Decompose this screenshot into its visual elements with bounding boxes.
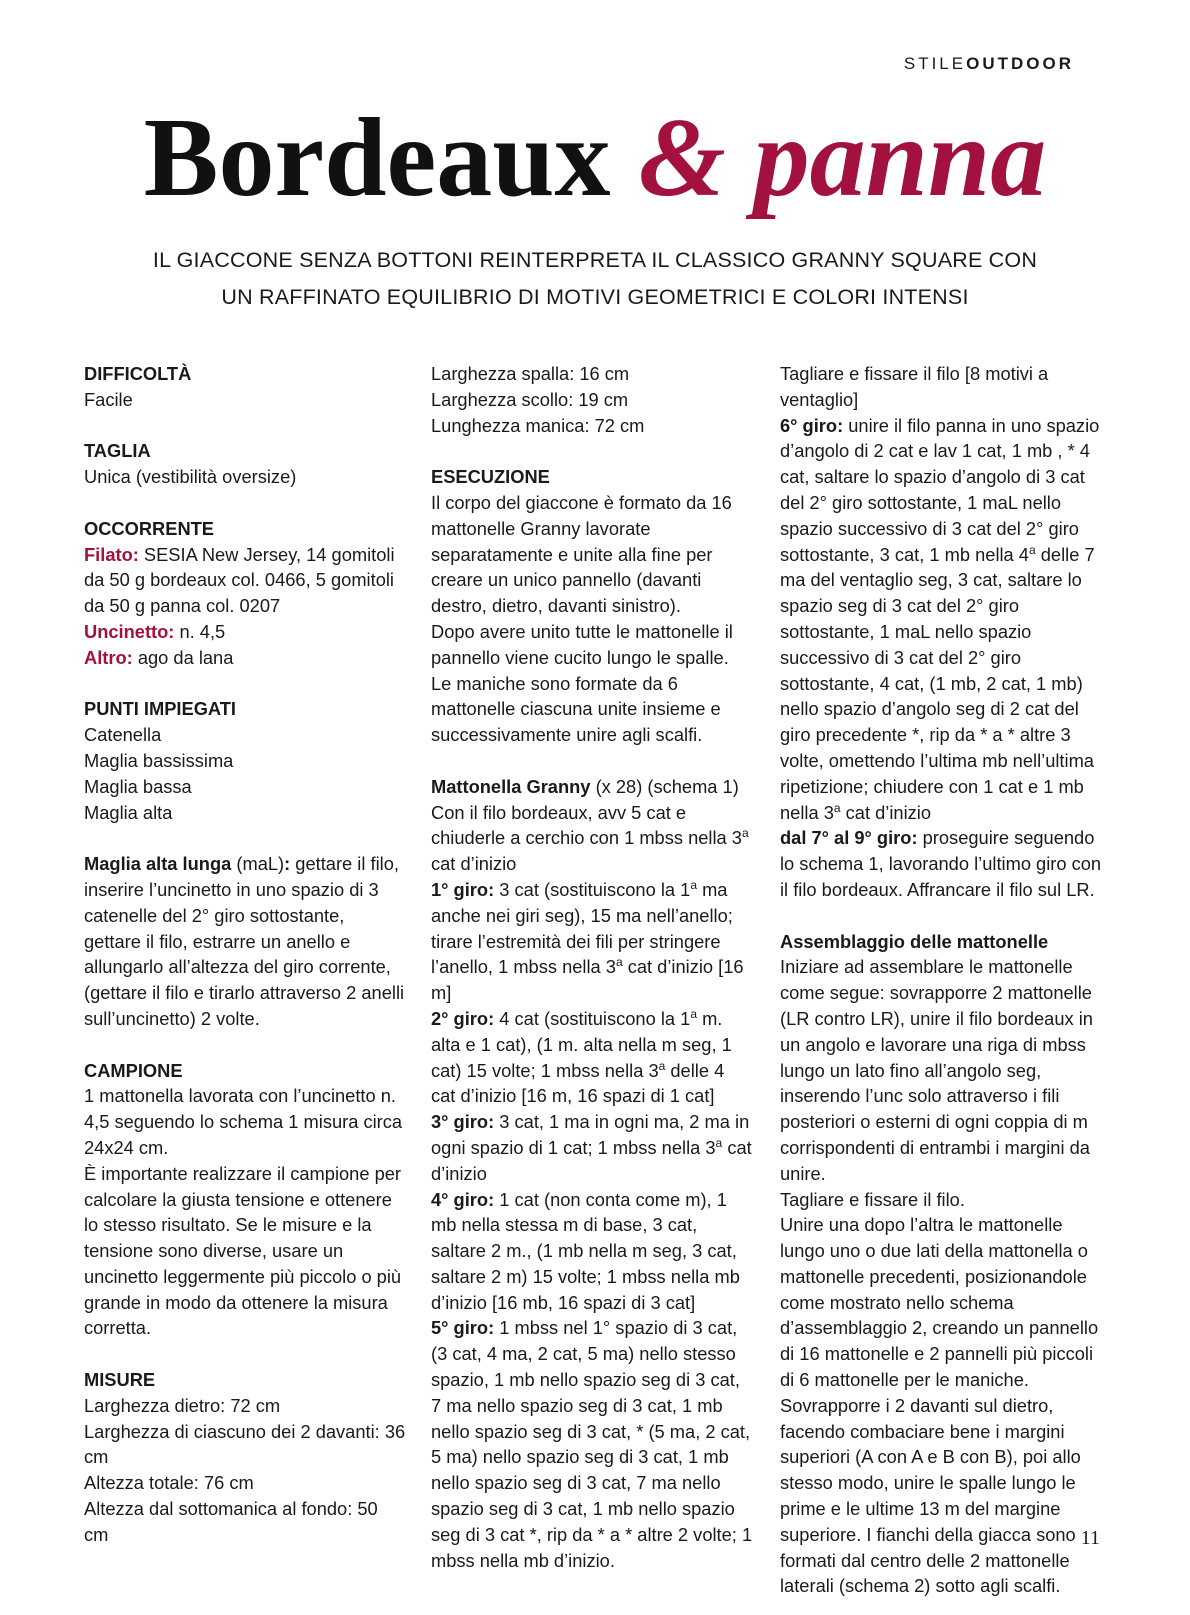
execution-text-3: Le maniche sono formate da 6 mattonelle ciascuna unite insieme e successivamente unire agli scalfi. [431,672,721,746]
column-3 [780,361,1102,1599]
stitch-item: Catenella [84,724,162,746]
page-title [0,88,1190,228]
granny-title: Mattonella Granny [431,775,591,797]
stitch-item: Maglia bassissima [84,749,234,771]
measure-item: Larghezza spalla: 16 cm [431,363,630,384]
assembly-text-3: Unire una dopo l’altra le mattonelle lungo uno o due lati della mattonella o mattonelle precedenti, posizionandole come mostrato nello schema d’assemblaggio 2, creando un pannello di 16 mattonelle e 2 pannelli più piccoli di 6 mattonelle per le maniche. Sovrapporre i 2 davanti sul dietro, facendo combaciare bene i margini superiori (A con A e B con B), poi allo stesso modo, unire le spalle lungo le prime e le ultime 13 m del margine superiore. I fianchi della giacca sono formati dal centro delle 2 mattonelle laterali (schema 2) sotto agli scalfi. [780,1214,1099,1597]
materials-heading: OCCORRENTE [84,517,215,539]
yarn-paragraph [84,542,406,619]
assembly-text-2: Tagliare e fissare il filo. [780,1188,965,1210]
section-tag [904,54,1074,74]
section-tag-a: STILE [903,54,967,73]
long-dc-abbr: (maL) [231,853,285,875]
long-dc-paragraph [84,851,406,1032]
hook-label: Uncinetto: [84,620,175,642]
other-value: ago da lana [132,646,234,668]
difficulty-heading: DIFFICOLTÀ [84,363,192,384]
other-label: Altro: [84,646,133,668]
section-tag-b: OUTDOOR [966,54,1074,73]
round-1: 1° giro: 3 cat (sostituiscono la 1$^a$ ma anche nei giri seg), 15 ma nell’anello; tirare l’estremità dei fili per stringere l’anello, 1 mbss nella 3$^a$ cat d’inizio [16 m] [431,877,744,1004]
measure-item: Lunghezza manica: 72 cm [431,414,645,436]
stitch-item: Maglia alta [84,801,173,823]
execution-text-2: Dopo avere unito tutte le mattonelle il pannello viene cucito lungo le spalle. [431,620,733,668]
round-3-label: 3° giro: [431,1111,495,1133]
stitch-item: Maglia bassa [84,775,192,797]
title-main: Bordeaux [143,96,611,220]
execution-heading: ESECUZIONE [431,466,550,488]
other-paragraph [84,645,406,671]
title-accent: & panna [638,96,1047,220]
measure-item: Larghezza di ciascuno dei 2 davanti: 36 cm [84,1420,406,1468]
execution-text-1: Il corpo del giaccone è formato da 16 mattonelle Granny lavorate separatamente e unite alla fine per creare un unico pannello (davanti destro, dietro, davanti sinistro). [431,491,732,617]
round-3: 3° giro: 3 cat, 1 ma in ogni ma, 2 ma in ogni spazio di 1 cat; 1 mbss nella 3$^a$ cat d’inizio [431,1111,752,1184]
round-6: 6° giro: unire il filo panna in uno spazio d’angolo di 2 cat e lav 1 cat, 1 mb , * 4 cat, saltare lo spazio d’angolo di 3 cat del 2° giro sottostante, 1 maL nello spazio successivo di 3 cat del 2° giro sottostante, 3 cat, 1 mb nella 4$^a$ delle 7 ma del ventaglio seg, 3 cat, saltare lo spazio seg di 3 cat del 2° giro sottostante, 1 maL nello spazio successivo di 3 cat del 2° giro sottostante, 4 cat, (1 mb, 2 cat, 1 mb) nello spazio d’angolo seg di 2 cat del giro precedente *, rip da * a * altre 3 volte, omettendo l’ultima mb nell’ultima ripetizione; chiudere con 1 cat e 1 mb nella 3$^a$ cat d’inizio [780,414,1100,823]
hook-value: n. 4,5 [174,620,226,642]
column-2 [431,361,753,1573]
round-5: 5° giro: 1 mbss nel 1° spazio di 3 cat, (3 cat, 4 ma, 2 cat, 5 ma) nello stesso spazio, 1 mb nello spazio seg di 3 cat, 7 ma nello spazio seg di 3 cat, 1 mb nello spazio seg di 3 cat, * (5 ma, 2 cat, 5 ma) nello spazio seg di 3 cat, 1 mb nello spazio seg di 3 cat, 7 ma nello spazio seg di 3 cat, 1 mb nello spazio seg di 3 cat *, rip da * a * altre 2 volte; 1 mbss nella mb d’inizio. [431,1317,753,1571]
round-4: 4° giro: 1 cat (non conta come m), 1 mb nella stessa m di base, 3 cat, saltare 2 m., (1 mb nella m seg, 3 cat, saltare 2 m) 15 volte; 1 mbss nella mb d’inizio [16 mb, 16 spazi di 3 cat] [431,1188,740,1313]
assembly-heading: Assemblaggio delle mattonelle [780,930,1049,952]
round-2-label: 2° giro: [431,1007,495,1029]
size-heading: TAGLIA [84,440,151,462]
subtitle-line-1: IL GIACCONE SENZA BOTTONI REINTERPRETA IL CLASSICO GRANNY SQUARE CON [152,248,1038,272]
yarn-label: Filato: [84,543,139,565]
round-7-9-label: dal 7° al 9° giro: [780,827,918,849]
round-2: 2° giro: 4 cat (sostituiscono la 1$^a$ m. alta e 1 cat), (1 m. alta nella m seg, 1 cat) 15 volte; 1 mbss nella 3$^a$ delle 4 cat d’inizio [16 m, 16 spazi di 1 cat] [431,1006,732,1107]
granny-start: Con il filo bordeaux, avv 5 cat e chiuderle a cerchio con 1 mbss nella 3$^a$ cat d’inizio [431,801,749,875]
difficulty-value: Facile [84,388,133,410]
long-dc-colon: : [284,853,291,875]
size-value: Unica (vestibilità oversize) [84,466,297,488]
page-number: 11 [1080,1527,1100,1549]
round-1-label: 1° giro: [431,878,495,900]
measure-item: Larghezza dietro: 72 cm [84,1394,281,1416]
round-7-9: dal 7° al 9° giro: proseguire seguendo lo schema 1, lavorando l’ultimo giro con il filo bordeaux. Affrancare il filo sul LR. [780,827,1102,900]
long-dc-text: gettare il filo, inserire l’uncinetto in uno spazio di 3 catenelle del 2° giro sottostante, gettare il filo, estrarre un anello e allungarlo all’altezza del giro corrente, (gettare il filo e tirarlo attraverso 2 anelli sull’uncinetto) 2 volte. [84,853,405,1029]
measure-item: Altezza totale: 76 cm [84,1472,254,1494]
long-dc-label: Maglia alta lunga [84,853,232,875]
gauge-text-2: È importante realizzare il campione per calcolare la giusta tensione e ottenere lo stesso risultato. Se le misure e la tensione sono diverse, usare un uncinetto leggermente più piccolo o più grande in modo da ottenere la misura corretta. [84,1162,402,1339]
gauge-heading: CAMPIONE [84,1059,183,1081]
gauge-text-1: 1 mattonella lavorata con l’uncinetto n. 4,5 seguendo lo schema 1 misura circa 24x24 cm. [84,1085,403,1158]
hook-paragraph [84,619,406,645]
stitches-heading: PUNTI IMPIEGATI [84,698,237,720]
round-5-label: 5° giro: [431,1317,495,1339]
column-1 [84,361,406,1548]
cut-yarn-note: Tagliare e fissare il filo [8 motivi a ventaglio] [780,363,1049,410]
measure-item: Larghezza scollo: 19 cm [431,388,629,410]
granny-note: (x 28) (schema 1) [590,775,739,797]
granny-heading [431,774,753,800]
measures-heading: MISURE [84,1369,156,1391]
measure-item: Altezza dal sottomanica al fondo: 50 cm [84,1498,378,1545]
round-6-label: 6° giro: [780,414,844,436]
subtitle-line-2: UN RAFFINATO EQUILIBRIO DI MOTIVI GEOMETRICI E COLORI INTENSI [221,285,969,309]
round-4-label: 4° giro: [431,1188,495,1210]
yarn-value: SESIA New Jersey, 14 gomitoli da 50 g bordeaux col. 0466, 5 gomitoli da 50 g panna col. 0207 [84,543,395,617]
subtitle [60,242,1130,316]
assembly-text-1: Iniziare ad assemblare le mattonelle come segue: sovrapporre 2 mattonelle (LR contro LR), unire il filo bordeaux in un angolo e lavorare una riga di mbss lungo un lato fino all’angolo seg, inserendo l’unc solo attraverso i fili posteriori o esterni di ogni coppia di m corrispondenti di entrambi i margini da unire. [780,956,1093,1184]
